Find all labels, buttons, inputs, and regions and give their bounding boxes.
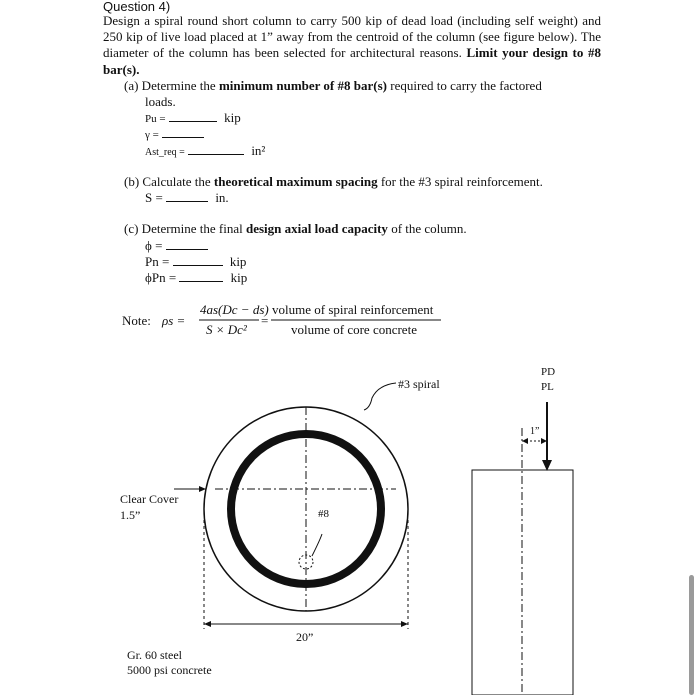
phipn-unit: kip	[230, 270, 248, 285]
note-label: Note:	[122, 313, 151, 328]
s-unit: in.	[215, 190, 229, 205]
gamma-label: γ =	[145, 129, 159, 141]
eccentricity-label: 1”	[530, 426, 540, 437]
ast-unit: in²	[251, 143, 266, 158]
ecc-arrow-left	[522, 438, 528, 444]
load-arrowhead	[542, 460, 552, 471]
bar-label: #8	[318, 508, 329, 520]
pn-label: Pn =	[145, 254, 170, 269]
page-scrollbar[interactable]	[689, 575, 694, 695]
clear-cover-label: Clear Cover	[120, 492, 179, 506]
dead-load-label: PD	[541, 366, 556, 378]
diameter-arrow-right	[401, 621, 408, 627]
ratio-bottom: volume of core concrete	[291, 322, 417, 337]
phi-label: ϕ =	[145, 238, 163, 253]
formula-denominator: S × Dc²	[206, 322, 247, 337]
spiral-label: #3 spiral	[398, 377, 440, 391]
s-label: S =	[145, 190, 163, 205]
pu-label: Pu =	[145, 113, 166, 125]
statement-text: Design a spiral round short column to carry 500 kip of dead load (including self weight) and 250 kip of live load placed at 1” away from the centroid of the column (see figure below). The diameter of the column has been selected for architectural reasons.	[103, 13, 601, 61]
question-number: Question 4)	[103, 0, 171, 14]
phipn-label: ϕPn =	[145, 270, 177, 285]
clear-cover-value: 1.5”	[120, 508, 141, 522]
formula-equals: =	[261, 313, 269, 328]
ast-label: Ast_req =	[145, 147, 185, 158]
statement-limit: Limit your design to #8 bar(s).	[103, 45, 601, 77]
ratio-top: volume of spiral reinforcement	[272, 302, 434, 317]
bar-leader-line	[312, 534, 322, 556]
part-a-prompt: (a) Determine the minimum number of #8 bar(s) required to carry the factored	[124, 78, 542, 93]
spiral-leader-line	[364, 383, 396, 410]
pn-unit: kip	[229, 254, 247, 269]
part-c-prompt: (c) Determine the final design axial load capacity of the column.	[124, 221, 467, 236]
pu-unit: kip	[224, 110, 241, 125]
rho-label: ρs =	[162, 313, 186, 328]
live-load-label: PL	[541, 381, 554, 393]
concrete-strength: 5000 psi concrete	[127, 663, 212, 677]
part-a-line2: loads.	[145, 94, 176, 109]
steel-grade: Gr. 60 steel	[127, 648, 182, 662]
diameter-arrow-left	[204, 621, 211, 627]
formula-numerator: 4as(Dc − ds)	[200, 302, 269, 317]
part-b-prompt: (b) Calculate the theoretical maximum spacing for the #3 spiral reinforcement.	[124, 174, 543, 189]
diameter-label: 20”	[296, 630, 314, 644]
